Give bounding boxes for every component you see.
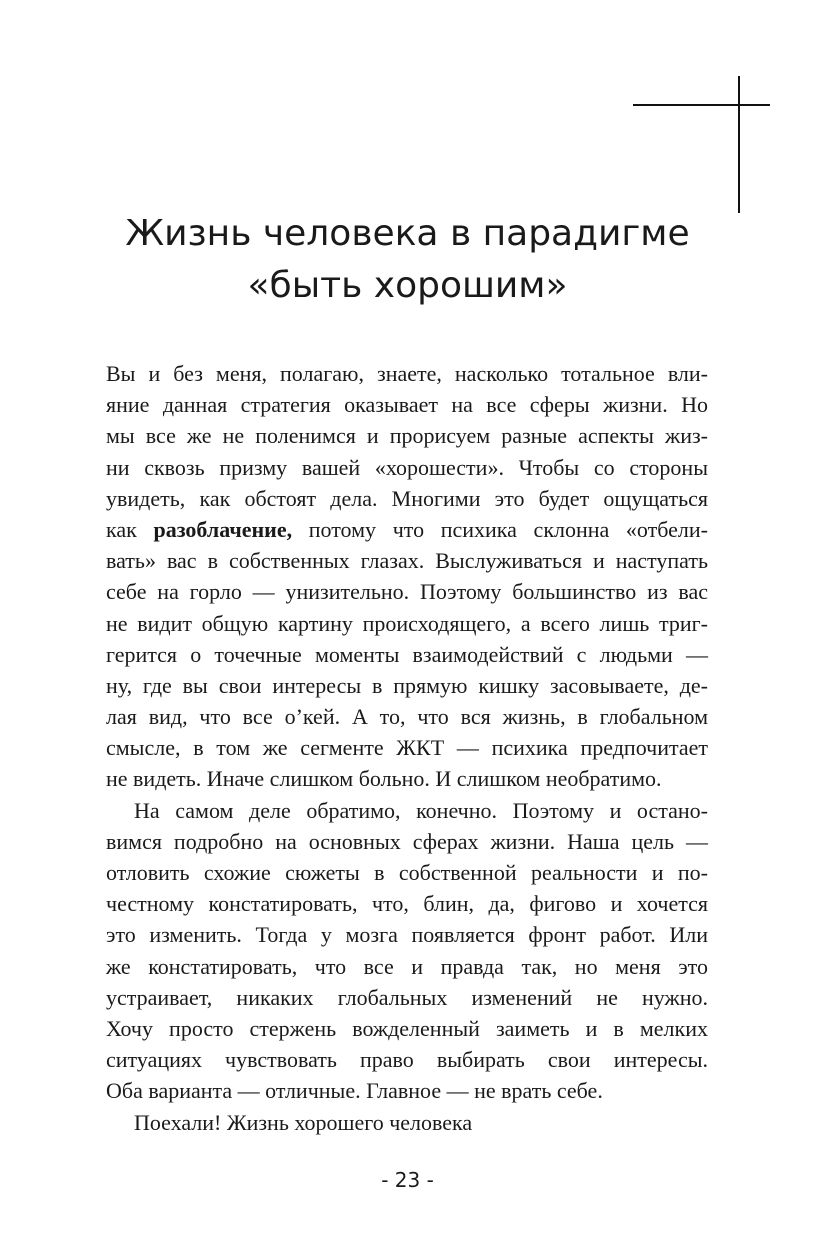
crop-mark-horizontal: [633, 104, 770, 106]
text-line: герится о точечные моменты взаимодействий с людьми —: [106, 641, 708, 667]
text-line: На самом деле обратимо, конечно. Поэтому и остано-: [134, 797, 708, 823]
text-line: же констатировать, что все и правда так, но меня это: [106, 953, 708, 979]
text-line: честному констатировать, что, блин, да, фигово и хочется: [106, 891, 708, 917]
chapter-title-line-2: «быть хорошим»: [247, 265, 568, 306]
crop-mark-vertical: [738, 76, 740, 213]
page-number: - 23 -: [381, 1168, 434, 1192]
text-line: это изменить. Тогда у мозга появляется фронт работ. Или: [106, 922, 708, 948]
body-text: [106, 358, 708, 1138]
text-line: увидеть, как обстоят дела. Многими это будет ощущаться: [106, 485, 708, 511]
text-line: ситуациях чувствовать право выбирать свои интересы.: [106, 1047, 708, 1073]
text-line: устраивает, никаких глобальных изменений не нужно.: [106, 984, 708, 1010]
paragraph-2: [106, 795, 708, 1107]
chapter-title-line-1: Жизнь человека в парадигме: [125, 213, 690, 254]
text-line: яние данная стратегия оказывает на все сферы жизни. Но: [106, 392, 708, 418]
text-line: Оба варианта — отличные. Главное — не врать себе.: [106, 1078, 603, 1104]
paragraph-3: [106, 1107, 708, 1138]
text-line: ни сквозь призму вашей «хорошести». Чтобы со стороны: [106, 454, 708, 480]
emphasis-word: разоблачение,: [153, 516, 293, 542]
paragraph-1: [106, 358, 708, 795]
text-line: лая вид, что все о’кей. А то, что вся жизнь, в глобальном: [106, 704, 708, 730]
text-line: вимся подробно на основных сферах жизни. Наша цель —: [106, 828, 708, 854]
text-line: вать» вас в собственных глазах. Выслуживаться и наступать: [106, 548, 708, 574]
text-line: Поехали! Жизнь хорошего человека: [134, 1109, 473, 1135]
text-line: мы все же не поленимся и прорисуем разные аспекты жиз-: [106, 423, 708, 449]
text-line: ну, где вы свои интересы в прямую кишку засовываете, де-: [106, 672, 708, 698]
text-line: Хочу просто стержень вожделенный заиметь и в мелких: [106, 1015, 708, 1041]
text-line: себе на горло — унизительно. Поэтому большинство из вас: [106, 579, 708, 605]
text-fragment: как: [106, 516, 154, 542]
chapter-title: [0, 208, 815, 312]
text-line: не видит общую картину происходящего, а всего лишь триг-: [106, 610, 708, 636]
text-line: отловить схожие сюжеты в собственной реальности и по-: [106, 860, 708, 885]
text-line: не видеть. Иначе слишком больно. И слишком необратимо.: [106, 766, 662, 792]
text-line: Вы и без меня, полагаю, знаете, насколько тотальное вли-: [106, 361, 708, 386]
text-line-with-emphasis: [106, 514, 708, 545]
text-fragment: потому что психика склонна «отбели-: [292, 516, 709, 542]
text-line: смысле, в том же сегменте ЖКТ — психика предпочитает: [106, 735, 708, 761]
